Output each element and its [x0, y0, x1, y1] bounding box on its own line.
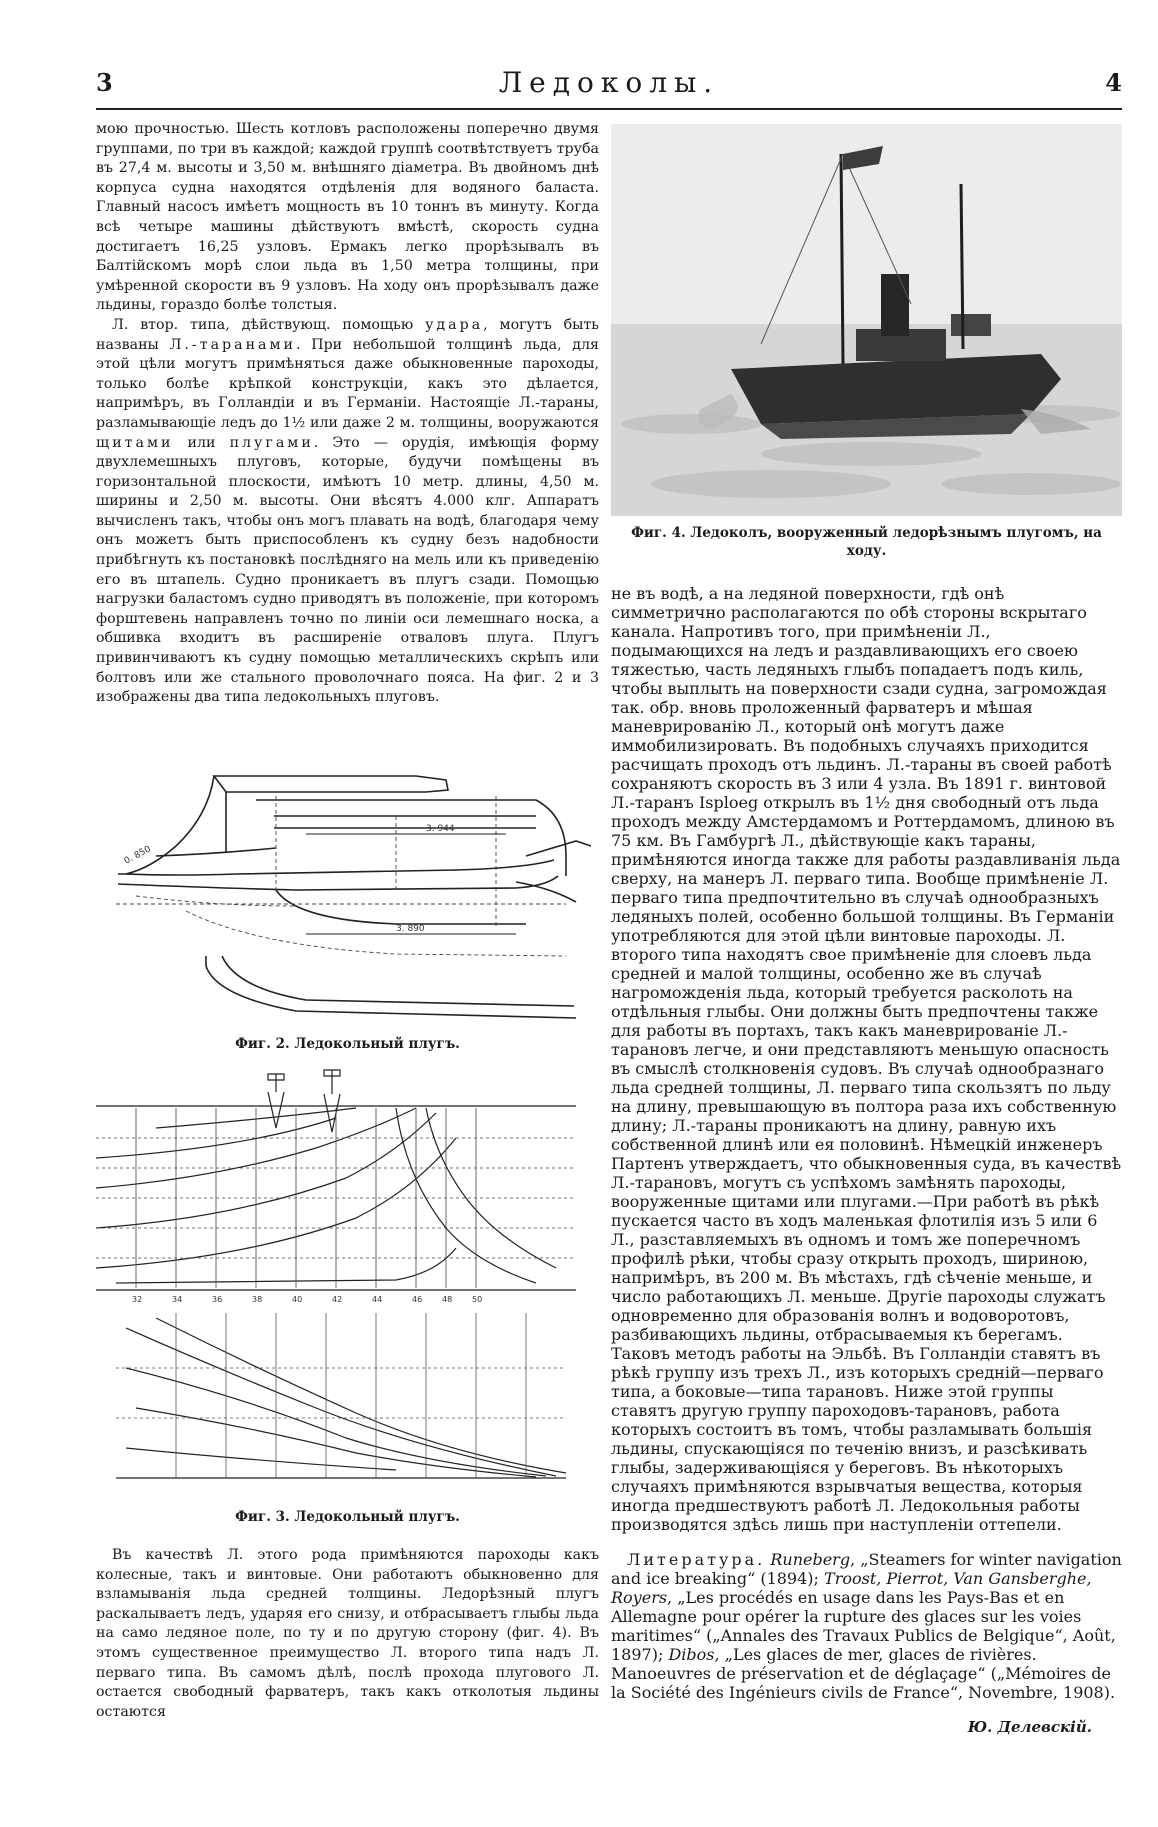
right-paragraph-1: не въ водѣ, а на ледяной поверхности, гдѣ онѣ симметрично располагаются по обѣ стороны вскрытаго канала. Напротивъ того, при примѣненіи Л., подымающихся на ледъ и раздавливающихъ его своею тяжестью, часть ледяныхъ глыбъ попадаетъ подъ киль, чтобы выплыть на поверхности сзади судна, загромождая так. обр. вновь проложенный фарватеръ и мѣшая маневрированію Л., который онѣ могутъ даже иммобилизировать. Въ подобныхъ случаяхъ приходится расчищать проходъ отъ льдинъ. Л.-тараны въ своей работѣ сохраняютъ скорость въ 3 или 4 узла. Въ 1891 г. винтовой Л.-таранъ Isploeg открылъ въ 1½ дня свободный отъ льда проходъ между Амстердамомъ и Роттердамомъ, длиною въ 75 км. Въ Гамбургѣ Л., дѣйствующіе какъ тараны, примѣняются иногда также для работы раздавливанія льда сверху, на манеръ Л. перваго типа. Вообще примѣненіе Л. перваго типа предпочтительно въ случаѣ однообразныхъ ледяныхъ полей, особенно большой толщины. Въ Германіи употребляются для этой цѣли винтовые пароходы. Л. второго типа находятъ свое примѣненіе для слоевъ льда средней и малой толщины, особенно же въ случаѣ нагроможденія льда, который требуется расколоть на отдѣльныя глыбы. Они должны быть предпочтены также для работы въ портахъ, такъ какъ маневрированіе Л.-тарановъ легче, и они представляютъ меньшую опасность въ смыслѣ столкновенія судовъ. Въ случаѣ однообразнаго льда средней толщины, Л. перваго типа скользятъ по льду на длину, превышающую въ полтора раза ихъ собственную длину; Л.-тараны проникаютъ на длину, равную ихъ собственной длинѣ или ея половинѣ. Нѣмецкій инженеръ Партенъ утверждаетъ, что обыкновенныя суда, въ качествѣ Л.-тарановъ, могутъ съ успѣхомъ замѣнять пароходы, вооруженные щитами или плугами.—При работѣ въ рѣкѣ пускается часто въ ходъ маленькая флотилія изъ 5 или 6 Л., разставляемыхъ въ одномъ и томъ же поперечномъ профилѣ рѣки, чтобы сразу открыть проходъ, шириною, напримѣръ, въ 200 м. Въ мѣстахъ, гдѣ сѣченіе меньше, и число работающихъ Л. меньше. Другіе пароходы служатъ одновременно для образованія волнъ и водоворотовъ, разбивающихъ льдины, отбрасываемыя къ берегамъ. Таковъ методъ работы на Эльбѣ. Въ Голландіи ставятъ въ рѣкѣ группу изъ трехъ Л., изъ которыхъ средній—перваго типа, а боковые—типа тарановъ. Ниже этой группы ставятъ другую группу пароходовъ-тарановъ, работа которыхъ состоитъ въ томъ, чтобы разламывать большія льдины, спускающіяся по теченію внизъ, и разсѣкивать глыбы, задерживающіяся у береговъ. Въ нѣкоторыхъ случаяхъ примѣняются взрывчатыя вещества, которыя иногда предшествуютъ работѣ Л. Ледокольныя работы производятся здѣсь лишь при наступленіи оттепели.: [611, 584, 1122, 1534]
left-paragraph-1: мою прочностью. Шесть котловъ расположены поперечно двумя группами, по три въ каждой; каждой группѣ соотвѣтствуетъ труба въ 27,4 м. высоты и 3,50 м. внѣшняго діаметра. Въ двойномъ днѣ корпуса судна находятся отдѣленія для водяного баласта. Главный насосъ имѣетъ мощность въ 10 тоннъ въ минуту. Когда всѣ четыре машины дѣйствуютъ вмѣстѣ, скорость судна достигаетъ 16,25 узловъ. Ермакъ легко прорѣзывалъ въ Балтійскомъ морѣ слои льда въ 1,50 метра толщины, при умѣренной скорости въ 9 узловъ. На ходу онъ прорѣзывалъ даже льдины, гораздо болѣе толстыя.: [96, 121, 599, 314]
fig2-dimension-left: 0. 850: [122, 844, 153, 867]
left-column: [96, 120, 599, 708]
page-number-right: 4: [1105, 68, 1122, 97]
fig4-photo: [611, 124, 1122, 516]
left-paragraph-2: Л. втор. типа, дѣйствующ. помощью удара, могутъ быть названы Л.-таранами. При небольшой толщинѣ льда, для этой цѣли могутъ примѣняться даже обыкновенные пароходы, только болѣе крѣпкой конструкціи, какъ это дѣлается, напримѣръ, въ Голландіи и въ Германіи. Настоящіе Л.-тараны, разламывающіе ледъ до 1½ или даже 2 м. толщины, вооружаются щитами или плугами. Это — орудія, имѣющія форму двухлемешныхъ плуговъ, которые, будучи помѣщены въ горизонтальной плоскости, имѣютъ 10 метр. длины, 4,50 м. ширины и 2,50 м. высоты. Они вѣсятъ 4.000 клг. Аппаратъ вычисленъ такъ, чтобы онъ могъ плавать на водѣ, благодаря чему онъ можетъ быть приспособленъ къ судну безъ надобности прибѣгнуть къ постановкѣ послѣдняго на мель или къ приведенію его въ штапель. Судно проникаетъ въ плугъ сзади. Помощью нагрузки баластомъ судно приводятъ въ положеніе, при которомъ форштевень направленъ точно по линіи оси лемешнаго носка, а обшивка входитъ въ расширеніе отваловъ плуга. Плугъ привинчиваютъ къ судну помощью металлическихъ скрѣпъ или болтовъ или же стального проволочнаго пояса. На фиг. 2 и 3 изображены два типа ледокольныхъ плуговъ.: [96, 316, 600, 706]
left-paragraph-3: Въ качествѣ Л. этого рода примѣняются пароходы какъ колесные, такъ и винтовые. Они работаютъ обыкновенно для взламыванія льда средней толщины. Ледорѣзный плугъ раскалываетъ ледъ, ударяя его снизу, и отбрасываетъ глыбы льда на само ледяное поле, по ту и по другую сторону (фиг. 4). Въ этомъ существенное преимущество Л. второго типа надъ Л. перваго типа. Въ самомъ дѣлѣ, послѣ прохода плугового Л. остается свободный фарватеръ, такъ какъ отколотыя льдины остаются: [96, 1547, 599, 1720]
fig2-caption: Фиг. 2. Ледокольный плугъ.: [235, 1036, 460, 1052]
literature-paragraph: Литература. Runeberg, „Steamers for winter navigation and ice breaking“ (1894); Troost, Pierrot, Van Gansberghe, Royers, „Les procédés en usage dans les Pays-Bas et en Allemagne pour opérer la rupture des glaces sur les voies maritimes“ („Annales des Travaux Publics de Belgique“, Août, 1897); Dibos, „Les glaces de mer, glaces de rivières. Manoeuvres de préservation et de déglaçage“ („Mémoires de la Société des Ingénieurs civils de France“, Novembre, 1908).: [611, 1550, 1122, 1702]
author-signature: Ю. Делевскій.: [967, 1718, 1092, 1736]
fig3-frame-label: 36: [212, 1295, 223, 1304]
fig3-frame-label: 40: [292, 1295, 303, 1304]
fig4-caption: Фиг. 4. Ледоколъ, вооруженный ледорѣзнымъ плугомъ, на ходу.: [631, 525, 1102, 559]
fig3-frame-label: 50: [472, 1295, 483, 1304]
icebreaker-photo-icon: [611, 124, 1122, 516]
fig2-dimension-bottom: 3. 890: [396, 924, 425, 934]
fig2-plough-drawing: [96, 756, 599, 1031]
fig3-frame-label: 34: [172, 1295, 183, 1304]
fig3-frame-label: 44: [372, 1295, 383, 1304]
fig3-plough-drawing: [96, 1068, 599, 1500]
fig3-frame-label: 38: [252, 1295, 263, 1304]
fig3-caption: Фиг. 3. Ледокольный плугъ.: [235, 1509, 460, 1525]
header-rule: [96, 108, 1122, 110]
figure-3: [96, 1068, 599, 1500]
fig3-frame-label: 46: [412, 1295, 423, 1304]
page-title: Ледоколы.: [498, 66, 720, 99]
figure-2: [96, 756, 599, 1031]
page-number-left: 3: [96, 68, 113, 97]
left-column-bottom: [96, 1546, 599, 1722]
fig3-frame-label: 48: [442, 1295, 453, 1304]
fig3-frame-label: 32: [132, 1295, 143, 1304]
fig2-dimension-top: 3. 944: [426, 824, 455, 834]
right-column: [611, 568, 1122, 1736]
running-header: [96, 56, 1122, 99]
fig3-frame-label: 42: [332, 1295, 343, 1304]
